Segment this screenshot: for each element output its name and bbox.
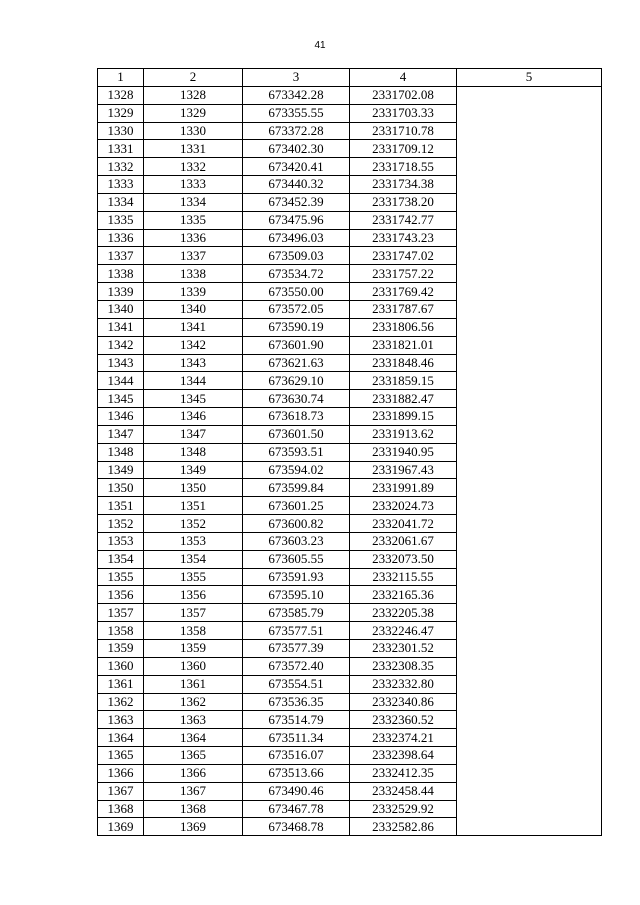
table-cell: 1366	[144, 764, 243, 782]
table-cell: 2331913.62	[350, 425, 457, 443]
table-cell: 1349	[98, 461, 144, 479]
table-cell: 2332582.86	[350, 818, 457, 836]
table-cell: 1359	[98, 640, 144, 658]
table-cell: 1349	[144, 461, 243, 479]
column-header: 3	[243, 69, 350, 87]
table-cell: 2331703.33	[350, 104, 457, 122]
table-cell: 673420.41	[243, 158, 350, 176]
table-cell: 673577.39	[243, 640, 350, 658]
table-body	[98, 86, 602, 835]
table-cell: 673509.03	[243, 247, 350, 265]
table-cell: 1331	[144, 140, 243, 158]
page-number: 41	[314, 40, 326, 51]
table-cell: 1348	[144, 443, 243, 461]
table-cell: 2331899.15	[350, 408, 457, 426]
table-cell: 2331806.56	[350, 318, 457, 336]
table-cell: 1365	[144, 747, 243, 765]
table-cell: 1341	[144, 318, 243, 336]
table-cell: 673467.78	[243, 800, 350, 818]
table-cell: 1340	[144, 300, 243, 318]
table-cell: 2331710.78	[350, 122, 457, 140]
table-cell: 673591.93	[243, 568, 350, 586]
table-cell: 1340	[98, 300, 144, 318]
table-cell: 673572.05	[243, 300, 350, 318]
table-cell: 1366	[98, 764, 144, 782]
table-cell: 2331967.43	[350, 461, 457, 479]
table-cell: 2332246.47	[350, 622, 457, 640]
table-cell: 1342	[98, 336, 144, 354]
table-cell: 1344	[98, 372, 144, 390]
table-cell: 2332115.55	[350, 568, 457, 586]
table-cell: 2332073.50	[350, 550, 457, 568]
coordinates-table	[97, 68, 602, 836]
table-cell: 673599.84	[243, 479, 350, 497]
table-cell: 2332301.52	[350, 640, 457, 658]
table-cell: 1357	[98, 604, 144, 622]
table-cell: 673513.66	[243, 764, 350, 782]
table-cell: 673629.10	[243, 372, 350, 390]
table-cell: 2332061.67	[350, 532, 457, 550]
table-cell: 673585.79	[243, 604, 350, 622]
table-cell: 2331769.42	[350, 283, 457, 301]
table-cell: 673475.96	[243, 211, 350, 229]
table-cell: 673490.46	[243, 782, 350, 800]
table-cell: 1333	[144, 176, 243, 194]
table-cell: 2331848.46	[350, 354, 457, 372]
table-cell: 673514.79	[243, 711, 350, 729]
table-cell: 673601.25	[243, 497, 350, 515]
table-cell: 1354	[98, 550, 144, 568]
table-cell: 2332205.38	[350, 604, 457, 622]
table-cell: 1360	[144, 657, 243, 675]
table-cell: 2332024.73	[350, 497, 457, 515]
table-cell: 2331991.89	[350, 479, 457, 497]
table-cell: 1369	[144, 818, 243, 836]
table-cell: 2331738.20	[350, 193, 457, 211]
table-cell: 1337	[98, 247, 144, 265]
table-cell: 1331	[98, 140, 144, 158]
table-cell: 1369	[98, 818, 144, 836]
table-cell: 1362	[144, 693, 243, 711]
table-cell: 2332412.35	[350, 764, 457, 782]
header-row	[98, 69, 602, 87]
table-cell: 1337	[144, 247, 243, 265]
table-cell: 2332360.52	[350, 711, 457, 729]
table-cell: 1328	[98, 86, 144, 104]
table-cell: 1343	[98, 354, 144, 372]
table-cell: 1334	[144, 193, 243, 211]
table-cell: 1338	[144, 265, 243, 283]
table-cell: 2332374.21	[350, 729, 457, 747]
table-cell: 2332332.80	[350, 675, 457, 693]
table-cell: 1339	[144, 283, 243, 301]
table-cell: 1329	[144, 104, 243, 122]
table-cell: 1346	[98, 408, 144, 426]
table-cell: 673372.28	[243, 122, 350, 140]
table-cell: 1338	[98, 265, 144, 283]
table-cell: 1367	[144, 782, 243, 800]
table-cell: 2331742.77	[350, 211, 457, 229]
table-cell: 1330	[98, 122, 144, 140]
table-cell: 2332458.44	[350, 782, 457, 800]
table-cell: 1351	[98, 497, 144, 515]
table-cell: 673594.02	[243, 461, 350, 479]
table-cell: 673590.19	[243, 318, 350, 336]
table-cell: 673601.90	[243, 336, 350, 354]
table-cell: 1332	[98, 158, 144, 176]
table-cell: 1328	[144, 86, 243, 104]
table-cell: 2331940.95	[350, 443, 457, 461]
table-cell: 1355	[98, 568, 144, 586]
table-cell: 1335	[144, 211, 243, 229]
table-cell: 1368	[144, 800, 243, 818]
table-cell: 673550.00	[243, 283, 350, 301]
table-cell: 1351	[144, 497, 243, 515]
table-cell: 1356	[144, 586, 243, 604]
table-cell: 673621.63	[243, 354, 350, 372]
table-cell: 1359	[144, 640, 243, 658]
table-header	[98, 69, 602, 87]
table-cell: 1363	[144, 711, 243, 729]
table-cell: 673536.35	[243, 693, 350, 711]
table-cell: 673440.32	[243, 176, 350, 194]
table-cell: 1362	[98, 693, 144, 711]
table-cell: 673452.39	[243, 193, 350, 211]
table-cell: 1350	[98, 479, 144, 497]
table-cell: 2331743.23	[350, 229, 457, 247]
table-cell: 673577.51	[243, 622, 350, 640]
table-cell: 2332308.35	[350, 657, 457, 675]
table-cell: 1345	[144, 390, 243, 408]
table-cell: 1350	[144, 479, 243, 497]
table-cell: 673402.30	[243, 140, 350, 158]
table-cell: 1354	[144, 550, 243, 568]
table-cell: 1352	[144, 515, 243, 533]
table-cell: 2331882.47	[350, 390, 457, 408]
table-cell: 673511.34	[243, 729, 350, 747]
table-cell: 1361	[144, 675, 243, 693]
table-cell: 1348	[98, 443, 144, 461]
table-cell: 673600.82	[243, 515, 350, 533]
table-cell: 2331787.67	[350, 300, 457, 318]
table-cell: 1329	[98, 104, 144, 122]
table-cell: 1335	[98, 211, 144, 229]
table-cell: 1347	[98, 425, 144, 443]
table-cell: 673630.74	[243, 390, 350, 408]
table-cell: 1333	[98, 176, 144, 194]
table-cell: 673593.51	[243, 443, 350, 461]
table-cell: 673618.73	[243, 408, 350, 426]
table-cell: 2332398.64	[350, 747, 457, 765]
table-cell: 673355.55	[243, 104, 350, 122]
table-cell: 1330	[144, 122, 243, 140]
table-cell: 2332340.86	[350, 693, 457, 711]
column-header: 5	[457, 69, 602, 87]
table-cell: 2331821.01	[350, 336, 457, 354]
table-cell: 2332529.92	[350, 800, 457, 818]
table-cell: 1360	[98, 657, 144, 675]
table-cell: 2331747.02	[350, 247, 457, 265]
table-cell: 673516.07	[243, 747, 350, 765]
table-cell: 1344	[144, 372, 243, 390]
table-cell: 1332	[144, 158, 243, 176]
table-cell: 1336	[98, 229, 144, 247]
column-5-cell	[457, 86, 602, 835]
column-header: 2	[144, 69, 243, 87]
table-cell: 1341	[98, 318, 144, 336]
table-cell: 1347	[144, 425, 243, 443]
table-cell: 1353	[144, 532, 243, 550]
table-cell: 1365	[98, 747, 144, 765]
table-cell: 1343	[144, 354, 243, 372]
table-cell: 673496.03	[243, 229, 350, 247]
table-cell: 1364	[144, 729, 243, 747]
table-cell: 2331709.12	[350, 140, 457, 158]
table-cell: 1334	[98, 193, 144, 211]
table-cell: 673601.50	[243, 425, 350, 443]
table-cell: 1364	[98, 729, 144, 747]
table-cell: 673572.40	[243, 657, 350, 675]
table-row	[98, 86, 602, 104]
table-cell: 673468.78	[243, 818, 350, 836]
table-cell: 2331718.55	[350, 158, 457, 176]
table-cell: 1345	[98, 390, 144, 408]
table-cell: 1361	[98, 675, 144, 693]
table-cell: 2331734.38	[350, 176, 457, 194]
table-cell: 1355	[144, 568, 243, 586]
table-cell: 673554.51	[243, 675, 350, 693]
column-header: 4	[350, 69, 457, 87]
table-cell: 1357	[144, 604, 243, 622]
table-cell: 1358	[98, 622, 144, 640]
table-cell: 1363	[98, 711, 144, 729]
table-cell: 1368	[98, 800, 144, 818]
table-cell: 2331702.08	[350, 86, 457, 104]
table-cell: 1358	[144, 622, 243, 640]
table-cell: 1353	[98, 532, 144, 550]
table-cell: 673342.28	[243, 86, 350, 104]
table-cell: 1352	[98, 515, 144, 533]
table-cell: 673534.72	[243, 265, 350, 283]
table-cell: 1346	[144, 408, 243, 426]
table-cell: 2332041.72	[350, 515, 457, 533]
table-cell: 1342	[144, 336, 243, 354]
table-cell: 673603.23	[243, 532, 350, 550]
table-cell: 673605.55	[243, 550, 350, 568]
table-cell: 2332165.36	[350, 586, 457, 604]
table-cell: 1367	[98, 782, 144, 800]
table-cell: 1356	[98, 586, 144, 604]
table-cell: 1339	[98, 283, 144, 301]
table-cell: 673595.10	[243, 586, 350, 604]
column-header: 1	[98, 69, 144, 87]
table-cell: 2331757.22	[350, 265, 457, 283]
table-cell: 2331859.15	[350, 372, 457, 390]
table-cell: 1336	[144, 229, 243, 247]
